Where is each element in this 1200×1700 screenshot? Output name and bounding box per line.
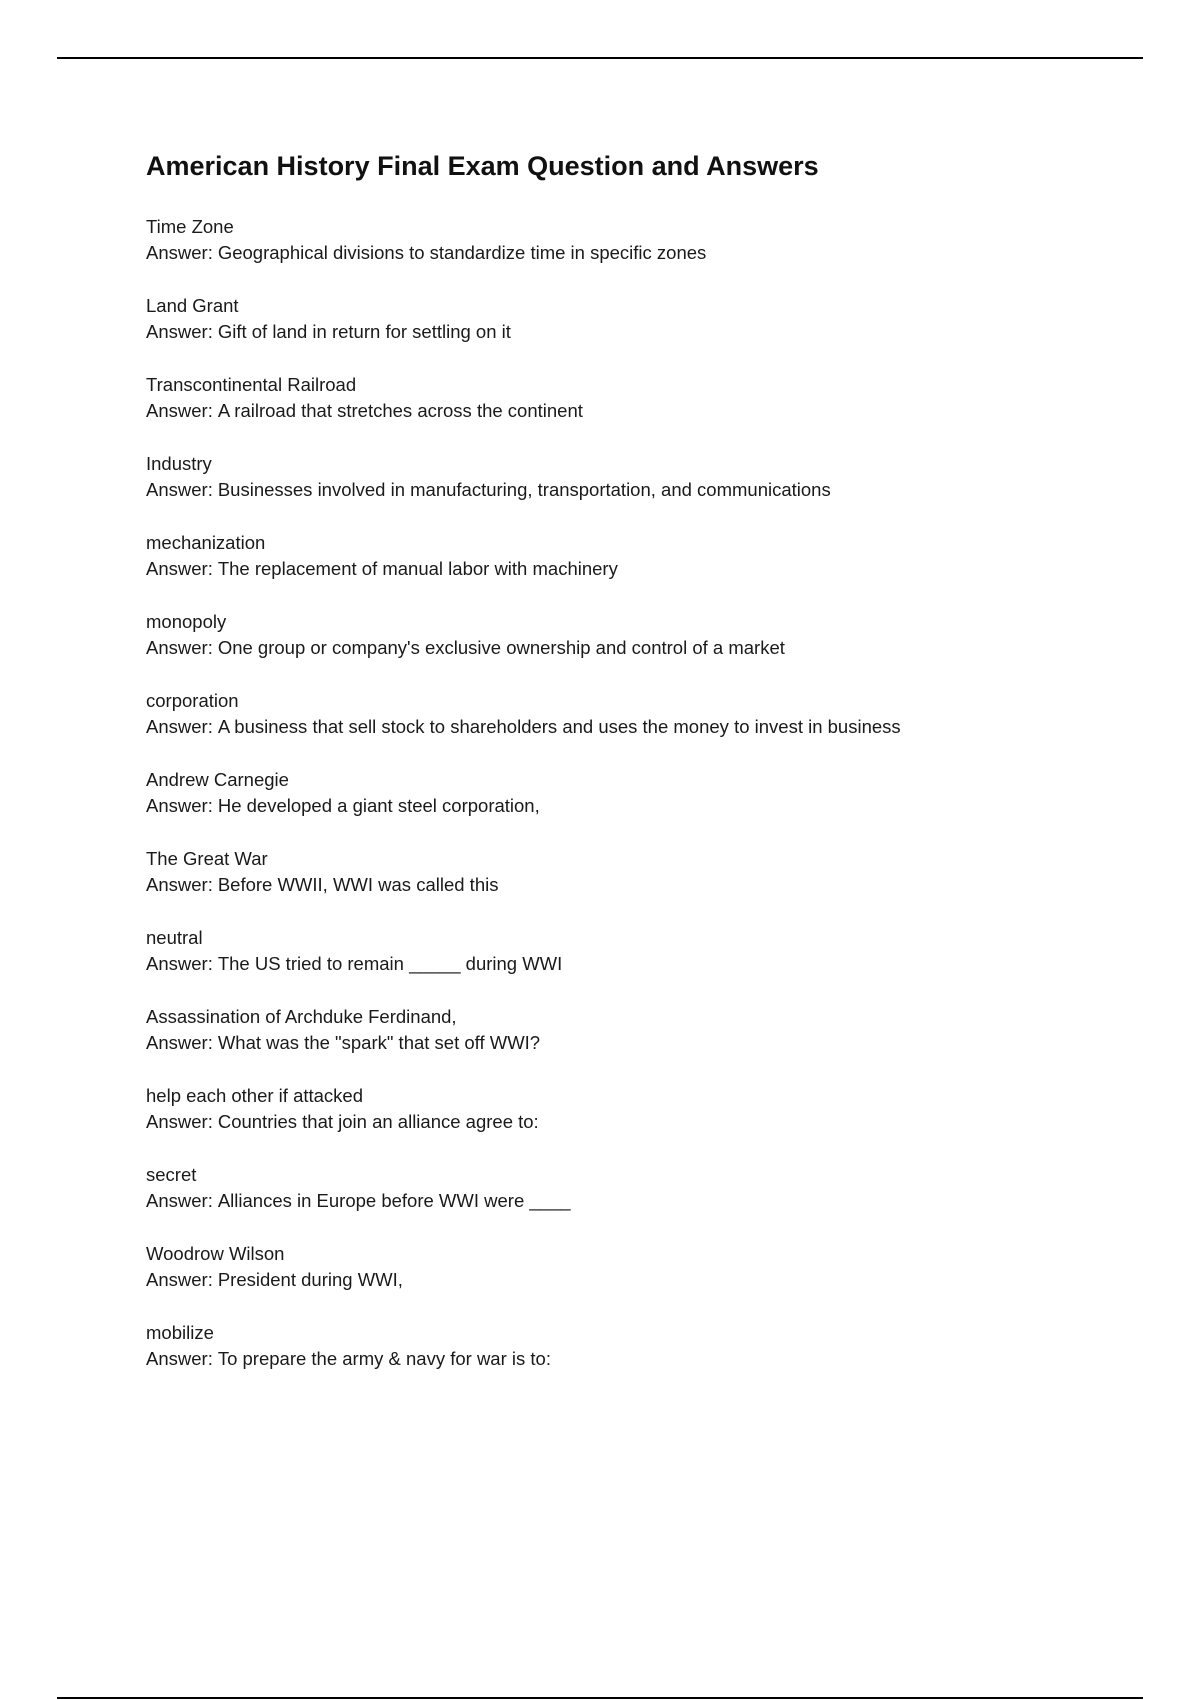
qa-term: mobilize — [146, 1322, 214, 1343]
answer-prefix: Answer: — [146, 1269, 213, 1290]
answer-text: Alliances in Europe before WWI were ____ — [217, 1190, 571, 1211]
answer-prefix: Answer: — [146, 400, 213, 421]
qa-answer — [146, 319, 1146, 345]
qa-term: The Great War — [146, 848, 268, 869]
qa-item — [146, 1320, 1146, 1372]
answer-text: The US tried to remain _____ during WWI — [217, 953, 563, 974]
answer-text: Before WWII, WWI was called this — [217, 874, 499, 895]
answer-text: Geographical divisions to standardize time in specific zones — [217, 242, 707, 263]
qa-term: mechanization — [146, 532, 266, 553]
answer-prefix: Answer: — [146, 321, 213, 342]
qa-answer — [146, 872, 1146, 898]
qa-item — [146, 1004, 1146, 1056]
qa-term: Land Grant — [146, 295, 239, 316]
qa-answer — [146, 635, 1146, 661]
qa-term: secret — [146, 1164, 197, 1185]
qa-answer — [146, 1030, 1146, 1056]
answer-text: Countries that join an alliance agree to: — [217, 1111, 539, 1132]
answer-text: Gift of land in return for settling on it — [217, 321, 511, 342]
qa-answer — [146, 714, 1146, 740]
answer-text: Businesses involved in manufacturing, transportation, and communications — [217, 479, 831, 500]
qa-term: help each other if attacked — [146, 1085, 364, 1106]
answer-prefix: Answer: — [146, 558, 213, 579]
qa-answer — [146, 793, 1146, 819]
qa-item — [146, 1162, 1146, 1214]
qa-item — [146, 688, 1146, 740]
qa-item — [146, 1083, 1146, 1135]
qa-item — [146, 530, 1146, 582]
qa-term: Woodrow Wilson — [146, 1243, 285, 1264]
qa-term: Andrew Carnegie — [146, 769, 289, 790]
answer-prefix: Answer: — [146, 953, 213, 974]
qa-term: Assassination of Archduke Ferdinand, — [146, 1006, 457, 1027]
qa-answer — [146, 240, 1146, 266]
qa-answer — [146, 951, 1146, 977]
qa-item — [146, 1241, 1146, 1293]
answer-text: One group or company's exclusive ownership and control of a market — [217, 637, 785, 658]
document-body — [146, 146, 1146, 1399]
qa-term: Industry — [146, 453, 212, 474]
answer-prefix: Answer: — [146, 637, 213, 658]
qa-item — [146, 372, 1146, 424]
qa-answer — [146, 477, 1146, 503]
qa-term: neutral — [146, 927, 203, 948]
answer-prefix: Answer: — [146, 1111, 213, 1132]
top-divider — [57, 57, 1143, 59]
answer-prefix: Answer: — [146, 1032, 213, 1053]
answer-prefix: Answer: — [146, 479, 213, 500]
answer-prefix: Answer: — [146, 795, 213, 816]
bottom-divider — [57, 1697, 1143, 1699]
answer-prefix: Answer: — [146, 1348, 213, 1369]
answer-text: A railroad that stretches across the continent — [217, 400, 583, 421]
qa-item — [146, 609, 1146, 661]
document-title: American History Final Exam Question and Answers — [146, 151, 819, 181]
answer-text: A business that sell stock to shareholders and uses the money to invest in business — [217, 716, 901, 737]
qa-item — [146, 925, 1146, 977]
qa-item — [146, 846, 1146, 898]
qa-term: monopoly — [146, 611, 227, 632]
qa-answer — [146, 1188, 1146, 1214]
qa-answer — [146, 398, 1146, 424]
answer-prefix: Answer: — [146, 242, 213, 263]
answer-text: What was the "spark" that set off WWI? — [217, 1032, 541, 1053]
qa-term: Transcontinental Railroad — [146, 374, 357, 395]
answer-prefix: Answer: — [146, 1190, 213, 1211]
qa-answer — [146, 1267, 1146, 1293]
qa-answer — [146, 1346, 1146, 1372]
qa-item — [146, 293, 1146, 345]
answer-text: To prepare the army & navy for war is to: — [217, 1348, 551, 1369]
answer-text: He developed a giant steel corporation, — [217, 795, 540, 816]
answer-text: The replacement of manual labor with machinery — [217, 558, 618, 579]
qa-list — [146, 214, 1146, 1372]
answer-text: President during WWI, — [217, 1269, 403, 1290]
qa-item — [146, 451, 1146, 503]
qa-answer — [146, 556, 1146, 582]
qa-item — [146, 214, 1146, 266]
qa-term: Time Zone — [146, 216, 234, 237]
answer-prefix: Answer: — [146, 716, 213, 737]
qa-term: corporation — [146, 690, 239, 711]
qa-item — [146, 767, 1146, 819]
answer-prefix: Answer: — [146, 874, 213, 895]
qa-answer — [146, 1109, 1146, 1135]
